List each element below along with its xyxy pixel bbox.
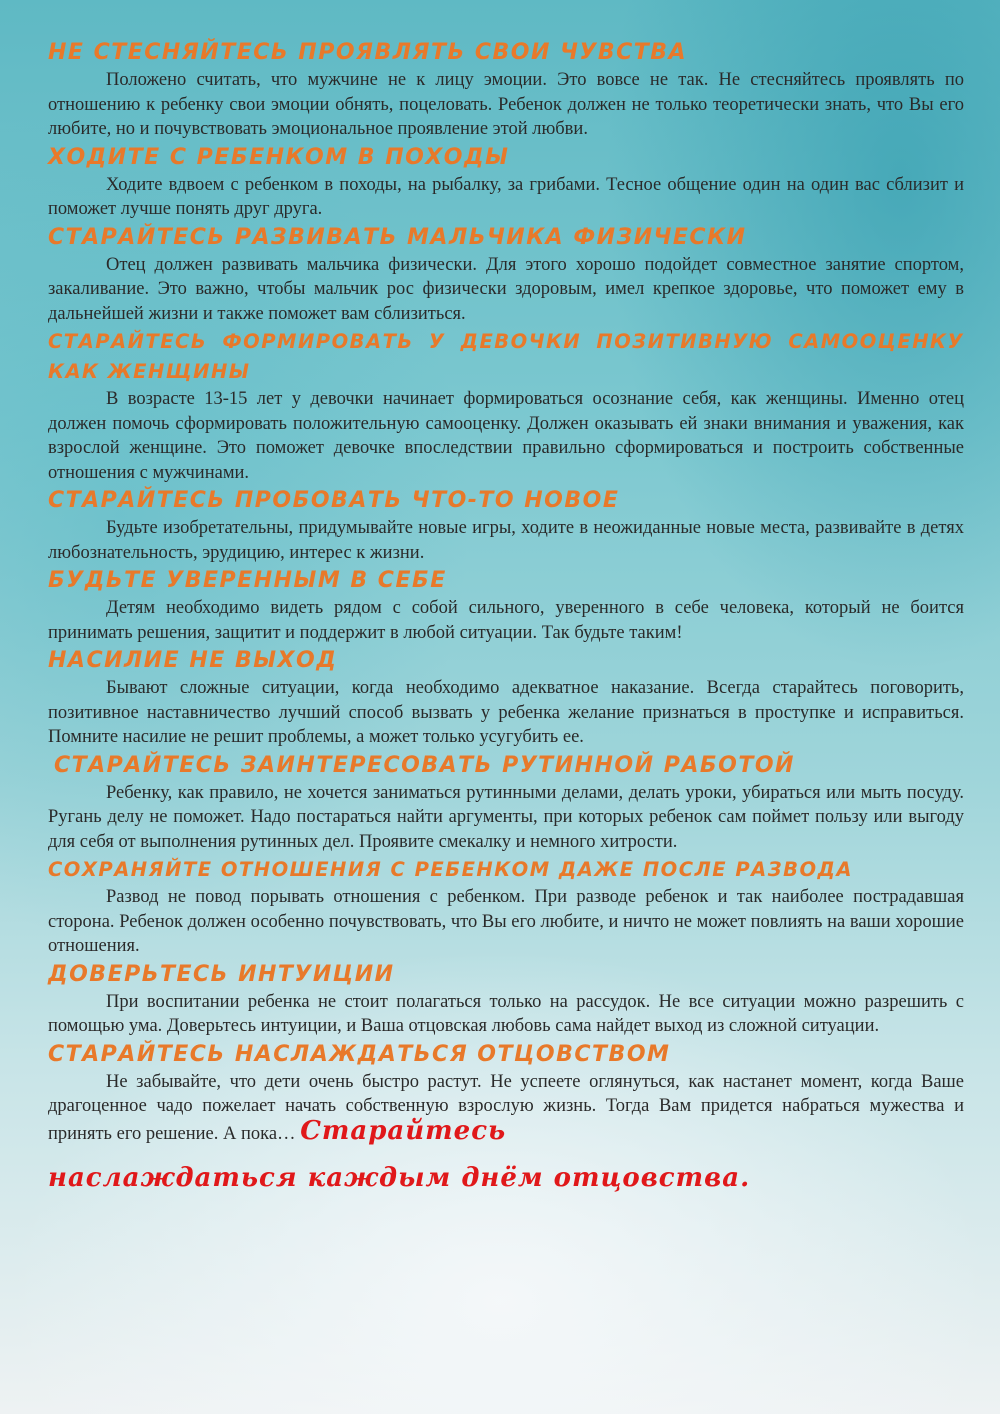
paragraph-enjoy (48, 1070, 964, 1199)
paragraph-hiking: Ходите вдвоем с ребенком в походы, на рыбалку, за грибами. Тесное общение один на один вас сблизит и поможет лучше понять друг друга. (48, 174, 964, 219)
paragraph-physical: Отец должен развивать мальчика физически. Для этого хорошо подойдет совместное занятие спортом, закаливание. Это важно, чтобы мальчик рос физически здоровым, имел крепкое здоровье, что поможет ему в дальнейшей жизни и также поможет вам сблизиться. (48, 254, 964, 324)
paragraph-no-violence: Бывают сложные ситуации, когда необходимо адекватное наказание. Всегда старайтесь поговорить, позитивное наставничество лучший способ вызвать у ребенка желание признаться в проступке и исправиться. Помните насилие не решит проблемы, а может только усугубить ее. (48, 678, 964, 747)
heading-confidence: БУДЬТЕ УВЕРЕННЫМ В СЕБЕ (48, 568, 447, 593)
heading-routine: СТАРАЙТЕСЬ ЗАИНТЕРЕСОВАТЬ РУТИННОЙ РАБОТОЙ (54, 752, 795, 778)
closing-phrase-start: Старайтесь (300, 1115, 507, 1146)
heading-self-esteem-line2: КАК ЖЕНЩИНЫ (48, 360, 251, 383)
paragraph-routine: Ребенку, как правило, не хочется заниматься рутинными делами, делать уроки, убираться или мыть посуду. Ругань делу не поможет. Надо постараться найти аргументы, при которых ребенок сам поймет пользу или выгоду для себя от выполнения рутинных дел. Проявите смекалку и немного хитрости. (48, 782, 964, 852)
heading-enjoy: СТАРАЙТЕСЬ НАСЛАЖДАТЬСЯ ОТЦОВСТВОМ (48, 1041, 671, 1067)
heading-self-esteem: СТАРАЙТЕСЬ ФОРМИРОВАТЬ У ДЕВОЧКИ ПОЗИТИВНУЮ САМООЦЕНКУ (48, 330, 964, 353)
paragraph-divorce: Развод не повод порывать отношения с ребенком. При разводе ребенок и так наиболее пострадавшая сторона. Ребенок должен особенно почувствовать, что Вы его любите, и ничто не может повлиять на ваши хорошие отношения. (48, 887, 964, 956)
paragraph-intuition: При воспитании ребенка не стоит полагаться только на рассудок. Не все ситуации можно разрешить с помощью ума. Доверьтесь интуиции, и Ваша отцовская любовь сама найдет выход из сложной ситуации. (48, 991, 964, 1036)
paragraph-confidence: Детям необходимо видеть рядом с собой сильного, уверенного в себе человека, который не боится принимать решения, защитит и поддержит в любой ситуации. Так будьте таким! (48, 598, 964, 643)
paragraph-self-esteem: В возрасте 13-15 лет у девочки начинает формироваться осознание себя, как женщины. Именно отец должен помочь сформировать положительную самооценку. Должен оказывать ей знаки внимания и уважения, как взрослой женщине. Это поможет девочке впоследствии правильно сформироваться и построить собственные отношения с мужчинами. (48, 389, 964, 483)
document (48, 38, 964, 1199)
closing-phrase-end: наслаждаться каждым днём отцовства. (48, 1163, 751, 1193)
heading-physical: СТАРАЙТЕСЬ РАЗВИВАТЬ МАЛЬЧИКА ФИЗИЧЕСКИ (48, 224, 747, 250)
heading-feelings: НЕ СТЕСНЯЙТЕСЬ ПРОЯВЛЯТЬ СВОИ ЧУВСТВА (48, 40, 688, 65)
heading-divorce: СОХРАНЯЙТЕ ОТНОШЕНИЯ С РЕБЕНКОМ ДАЖЕ ПОСЛЕ РАЗВОДА (48, 858, 854, 881)
heading-no-violence: НАСИЛИЕ НЕ ВЫХОД (48, 648, 338, 673)
paragraph-enjoy-text: Не забывайте, что дети очень быстро растут. Не успеете оглянуться, как настанет момент, когда Ваше драгоценное чадо пожелает начать собственную взрослую жизнь. Тогда Вам придется набраться мужества и принять его решение. А пока… (48, 1071, 964, 1144)
paragraph-feelings: Положено считать, что мужчине не к лицу эмоции. Это вовсе не так. Не стесняйтесь проявлять по отношению к ребенку свои эмоции обнять, поцеловать. Ребенок должен не только теоретически знать, что Вы его любите, но и почувствовать эмоциональное проявление этой любви. (48, 70, 964, 139)
heading-intuition: ДОВЕРЬТЕСЬ ИНТУИЦИИ (48, 961, 395, 987)
heading-hiking: ХОДИТЕ С РЕБЕНКОМ В ПОХОДЫ (48, 144, 510, 170)
paragraph-new-things: Будьте изобретательны, придумывайте новые игры, ходите в неожиданные новые места, развивайте в детях любознательность, эрудицию, интерес к жизни. (48, 518, 964, 563)
heading-new-things: СТАРАЙТЕСЬ ПРОБОВАТЬ ЧТО-ТО НОВОЕ (48, 488, 620, 513)
